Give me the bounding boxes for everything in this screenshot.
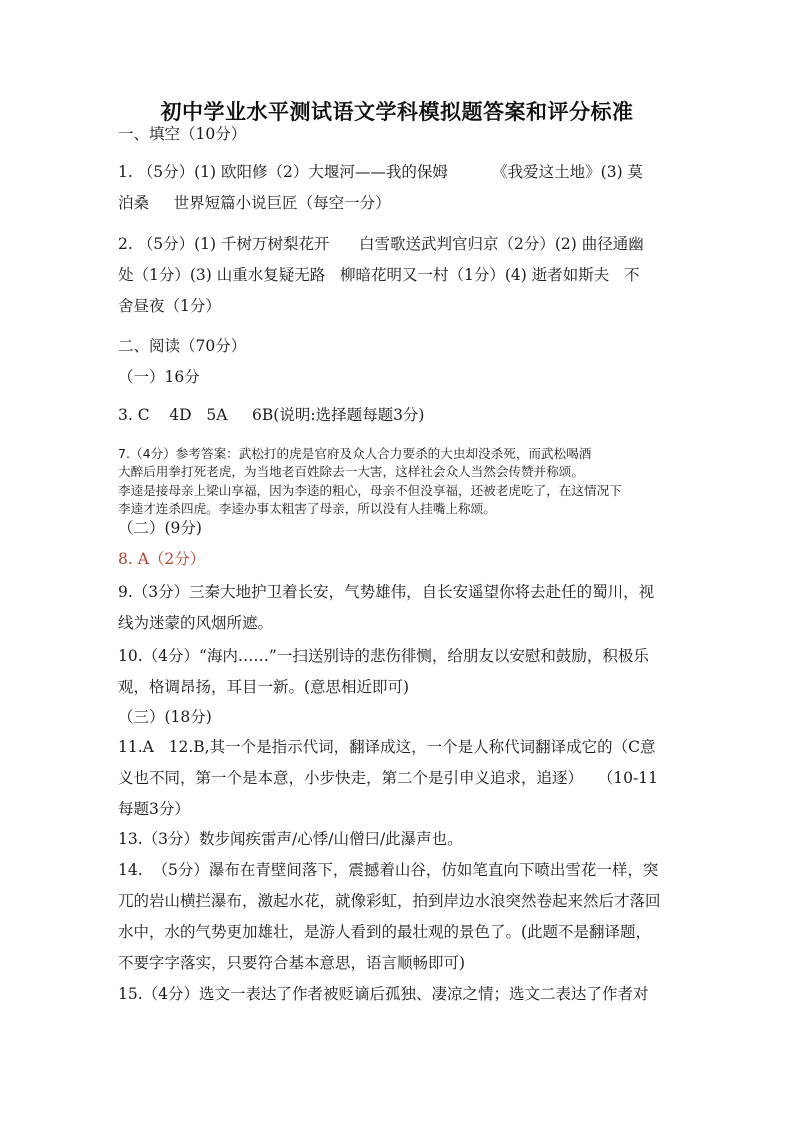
subsection-heading: （二）(9分) bbox=[118, 519, 202, 537]
section-heading-fill-in: 一、填空（10分） bbox=[118, 125, 247, 143]
answer-line: 泊桑 世界短篇小说巨匠（每空一分） bbox=[118, 194, 391, 212]
answer-line: 9.（3分）三秦大地护卫着长安，气势雄伟，自长安遥望你将去赴任的蜀川，视 bbox=[118, 583, 655, 601]
answer-line: 每题3分） bbox=[118, 800, 190, 818]
answer-line: 大醉后用拳打死老虎，为当地老百姓除去一大害，这样社会众人当然会传赞并称颂。 bbox=[118, 464, 584, 479]
answer-line: 观，格调昂扬，耳目一新。(意思相近即可) bbox=[118, 678, 410, 696]
answer-line: 15.（4分）选文一表达了作者被贬谪后孤独、凄凉之情；选文二表达了作者对 bbox=[118, 985, 649, 1003]
page-title: 初中学业水平测试语文学科模拟题答案和评分标准 bbox=[160, 99, 634, 124]
section-heading-reading: 二、阅读（70分） bbox=[118, 337, 247, 355]
subsection-heading: （三）(18分) bbox=[118, 708, 212, 726]
answer-line: 3. C 4D 5A 6B(说明:选择题每题3分) bbox=[118, 406, 425, 424]
answer-line: 李逵是接母亲上梁山享福，因为李逵的粗心，母亲不但没享福，还被老虎吃了，在这情况下 bbox=[118, 483, 622, 498]
answer-line: 不要字字落实，只要符合基本意思，语言顺畅即可) bbox=[118, 954, 466, 972]
answer-line: 兀的岩山横拦瀑布，激起水花，就像彩虹，拍到岸边水浪突然卷起来然后才落回 bbox=[118, 892, 661, 910]
answer-line: 舍昼夜（1分） bbox=[118, 297, 221, 315]
answer-line: 处（1分）(3) 山重水复疑无路 柳暗花明又一村（1分）(4) 逝者如斯夫 不 bbox=[118, 266, 640, 284]
answer-line: 线为迷蒙的风烟所遮。 bbox=[118, 614, 274, 632]
answer-line: 李逵才连杀四虎。李逵办事太粗害了母亲，所以没有人挂嘴上称颂。 bbox=[118, 501, 496, 516]
answer-line: 水中，水的气势更加雄壮，是游人看到的最壮观的景色了。(此题不是翻译题， bbox=[118, 923, 652, 941]
answer-line: 1. （5分）(1) 欧阳修（2）大堰河——我的保姆 《我爱这土地》(3) 莫 bbox=[118, 163, 644, 181]
answer-line: 14. （5分）瀑布在青壁间落下，震撼着山谷，仿如笔直向下喷出雪花一样，突 bbox=[118, 861, 659, 879]
subsection-heading: （一）16分 bbox=[118, 368, 200, 386]
answer-line: 义也不同，第一个是本意，小步快走，第二个是引申义追求，追逐） （10-11 bbox=[118, 769, 658, 787]
answer-line: 10.（4分）“海内……”一扫送别诗的悲伤徘恻，给朋友以安慰和鼓励，积极乐 bbox=[118, 647, 649, 665]
answer-line: 2. （5分）(1) 千树万树梨花开 白雪歌送武判官归京（2分）(2) 曲径通幽 bbox=[118, 235, 644, 253]
answer-line: 13.（3分）数步闻疾雷声/心悸/山僧曰/此瀑声也。 bbox=[118, 830, 463, 848]
answer-line: 7.（4分）参考答案：武松打的虎是官府及众人合力要杀的大虫却没杀死，而武松喝酒 bbox=[118, 446, 592, 461]
answer-line-highlighted: 8. A（2分） bbox=[118, 550, 206, 568]
answer-line: 11.A 12.B,其一个是指示代词，翻译成这，一个是人称代词翻译成它的（C意 bbox=[118, 738, 656, 756]
